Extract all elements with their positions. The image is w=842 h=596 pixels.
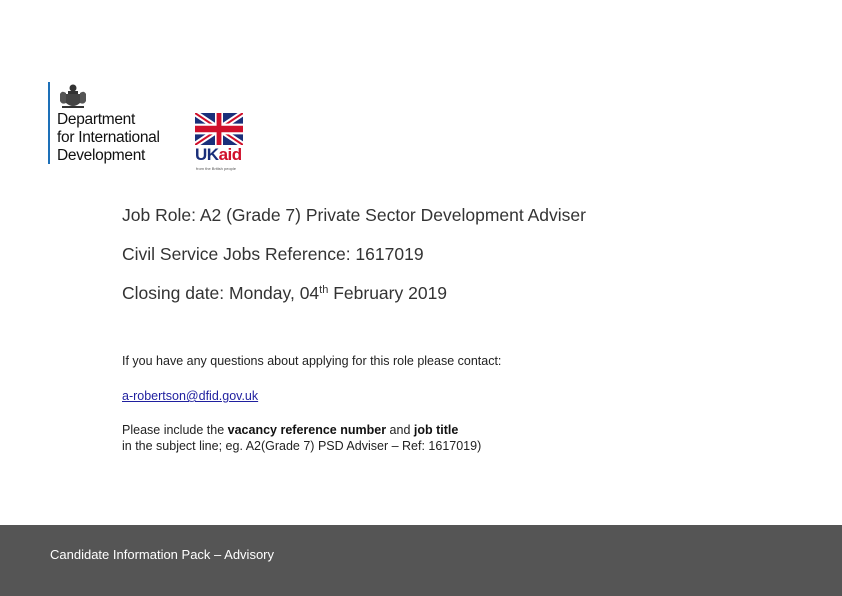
closing-date-ordinal: th — [319, 284, 329, 296]
include-bold-title: job title — [413, 423, 459, 437]
ukaid-aid: aid — [218, 145, 242, 164]
union-flag-icon — [195, 113, 243, 145]
include-mid: and — [386, 423, 414, 437]
dfid-wordmark — [57, 111, 160, 165]
dfid-logo — [48, 82, 188, 166]
dfid-line-1: Department — [57, 111, 135, 128]
reference-heading: Civil Service Jobs Reference: 1617019 — [122, 244, 424, 264]
ukaid-uk: UK — [195, 145, 219, 164]
closing-date-prefix: Closing date: Monday, 04 — [122, 283, 320, 303]
contact-email-link[interactable]: a-robertson@dfid.gov.uk — [122, 389, 259, 403]
footer-text: Candidate Information Pack – Advisory — [50, 547, 275, 562]
ukaid-tagline: from the British people — [196, 166, 237, 171]
contact-intro: If you have any questions about applying for this role please contact: — [122, 354, 502, 368]
dfid-line-3: Development — [57, 147, 146, 164]
include-prefix: Please include the — [122, 423, 228, 437]
dfid-line-2: for International — [57, 129, 160, 146]
job-role-heading: Job Role: A2 (Grade 7) Private Sector Development Adviser — [122, 205, 586, 225]
royal-crest-icon — [56, 82, 90, 110]
closing-date-suffix: February 2019 — [328, 283, 448, 303]
dfid-logo-bar — [48, 82, 50, 164]
ukaid-logo — [195, 113, 247, 173]
subject-line-instructions — [122, 422, 481, 454]
ukaid-wordmark — [195, 146, 242, 164]
closing-date-heading — [122, 283, 447, 304]
include-line-2: in the subject line; eg. A2(Grade 7) PSD Adviser – Ref: 1617019) — [122, 439, 482, 453]
include-bold-reference: vacancy reference number — [227, 423, 387, 437]
footer-bar — [0, 525, 842, 596]
